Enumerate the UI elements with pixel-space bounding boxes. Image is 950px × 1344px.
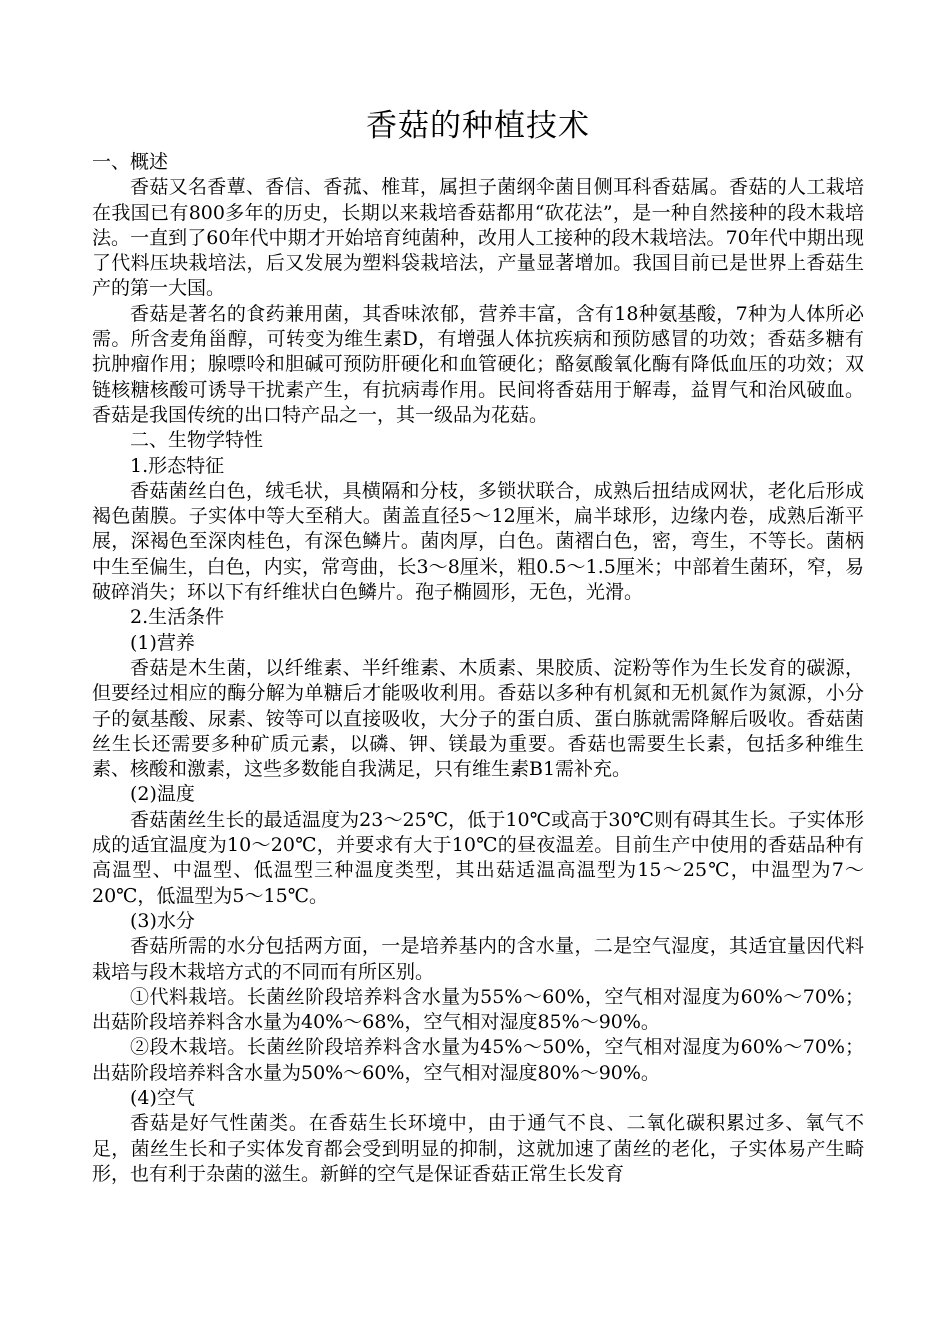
paragraph: 二、生物学特性 (130, 429, 264, 452)
paragraph: (1)营养 (130, 631, 195, 654)
paragraph: (3)水分 (130, 909, 195, 932)
paragraph: 香菇是好气性菌类。在香菇生长环境中，由于通气不良、二氧化碳积累过多、氧气不足，菌丝生长和子实体发育都会受到明显的抑制，这就加速了菌丝的老化，子实体易产生畸形，也有利于杂菌的滋生。新鲜的空气是保证香菇正常生长发育 (92, 1112, 864, 1185)
paragraph: 香菇是木生菌，以纤维素、半纤维素、木质素、果胶质、淀粉等作为生长发育的碳源，但要经过相应的酶分解为单糖后才能吸收利用。香菇以多种有机氮和无机氮作为氮源，小分子的氨基酸、尿素、铵等可以直接吸收，大分子的蛋白质、蛋白胨就需降解后吸收。香菇菌丝生长还需要多种矿质元素，以磷、钾、镁最为重要。香菇也需要生长素，包括多种维生素、核酸和激素，这些多数能自我满足，只有维生素B1需补充。 (92, 656, 864, 781)
paragraph: 香菇是著名的食药兼用菌，其香味浓郁，营养丰富，含有18种氨基酸，7种为人体所必需。所含麦角甾醇，可转变为维生素D，有增强人体抗疾病和预防感冒的功效；香菇多糖有抗肿瘤作用；腺嘌呤和胆碱可预防肝硬化和血管硬化；酪氨酸氧化酶有降低血压的功效；双链核糖核酸可诱导干扰素产生，有抗病毒作用。民间将香菇用于解毒，益胃气和治风破血。香菇是我国传统的出口特产品之一，其一级品为花菇。 (92, 302, 864, 426)
paragraph: 香菇菌丝生长的最适温度为23～25℃，低于10℃或高于30℃则有碍其生长。子实体形成的适宜温度为10～20℃，并要求有大于10℃的昼夜温差。目前生产中使用的香菇品种有高温型、中温型、低温型三种温度类型，其出菇适温高温型为15～25℃，中温型为7～20℃，低温型为5～15℃。 (92, 808, 864, 907)
paragraph: 1.形态特征 (130, 454, 225, 477)
paragraph: ②段木栽培。长菌丝阶段培养料含水量为45%～50%，空气相对湿度为60%～70%；出菇阶段培养料含水量为50%～60%，空气相对湿度80%～90%。 (92, 1036, 864, 1084)
document-page (92, 104, 864, 1187)
paragraph: (4)空气 (130, 1086, 195, 1109)
paragraph: 2.生活条件 (130, 606, 225, 629)
paragraph: 香菇所需的水分包括两方面，一是培养基内的含水量，二是空气湿度，其适宜量因代料栽培与段木栽培方式的不同而有所区别。 (92, 935, 864, 983)
paragraph: ①代料栽培。长菌丝阶段培养料含水量为55%～60%，空气相对湿度为60%～70%；出菇阶段培养料含水量为40%～68%，空气相对湿度85%～90%。 (92, 985, 864, 1034)
document-body (92, 150, 864, 1187)
paragraph: 香菇又名香蕈、香信、香菰、椎茸，属担子菌纲伞菌目侧耳科香菇属。香菇的人工栽培在我国已有800多年的历史，长期以来栽培香菇都用“砍花法”，是一种自然接种的段木栽培法。一直到了60年代中期才开始培育纯菌种，改用人工接种的段木栽培法。70年代中期出现了代料压块栽培法，后又发展为塑料袋栽培法，产量显著增加。我国目前已是世界上香菇生产的第一大国。 (92, 176, 864, 300)
paragraph: 一、概述 (92, 151, 169, 173)
document-title: 香菇的种植技术 (366, 108, 590, 144)
paragraph: 香菇菌丝白色，绒毛状，具横隔和分枝，多锁状联合，成熟后扭结成网状，老化后形成褐色菌膜。子实体中等大至稍大。菌盖直径5～12厘米，扁半球形，边缘内卷，成熟后渐平展，深褐色至深肉桂色，有深色鳞片。菌肉厚，白色。菌褶白色，密，弯生，不等长。菌柄中生至偏生，白色，内实，常弯曲，长3～8厘米，粗0.5～1.5厘米；中部着生菌环，窄，易破碎消失；环以下有纤维状白色鳞片。孢子椭圆形，无色，光滑。 (92, 479, 864, 604)
paragraph: (2)温度 (130, 783, 195, 806)
